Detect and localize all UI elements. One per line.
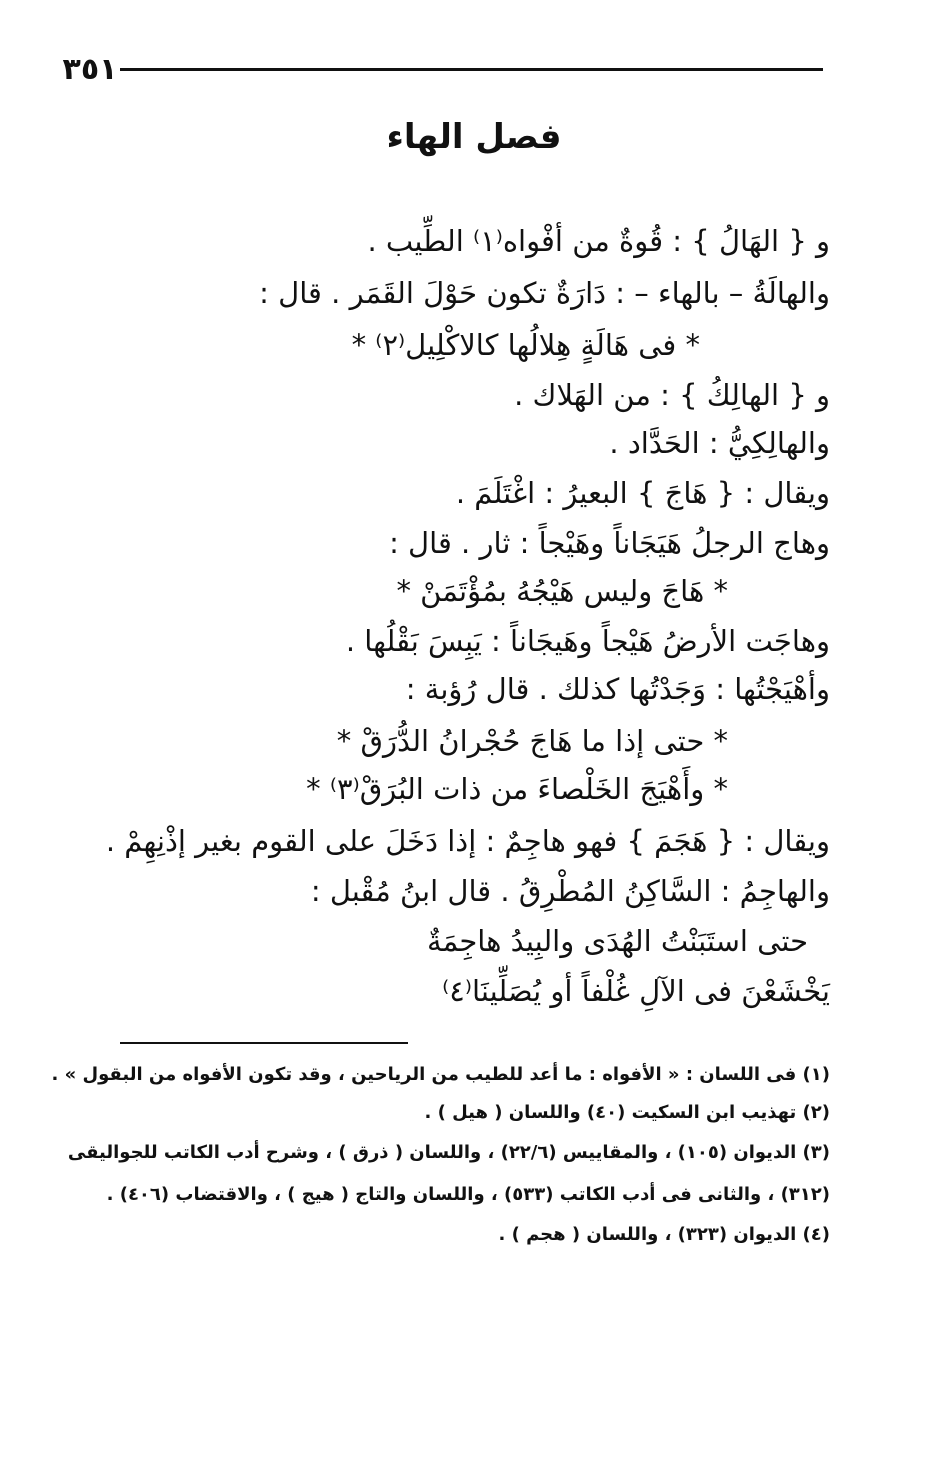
footnote: (٣) الديوان (١٠٥) ، والمقاييس (٢٢/٦) ، واللسان ( ذرق ) ، وشرح أدب الكاتب للجواليقى <box>67 1142 830 1163</box>
entry-line-ahyajtuha: وأهْيَجْتُها : وَجَدْتُها كذلك . قال رُؤبة : <box>405 672 830 706</box>
section-title: فصل الهاء <box>386 117 562 157</box>
footnote: (١) فى اللسان : « الأفواه : ما أعد للطيب من الرياحين ، وقد تكون الأفواه من البقول » . <box>51 1064 830 1085</box>
entry-line-haliki: والهالِكِيُّ : الحَدَّاد . <box>609 426 830 460</box>
footnote: (٤) الديوان (٣٢٣) ، واللسان ( هجم ) . <box>498 1224 830 1245</box>
footnote: (٣١٢) ، والثانى فى أدب الكاتب (٥٣٣) ، واللسان والتاج ( هيج ) ، والاقتضاب (٤٠٦) . <box>106 1184 830 1205</box>
entry-line-hajam: ويقال : { هَجَمَ } فهو هاجِمٌ : إذا دَخَلَ على القوم بغير إذْنِهِمْ . <box>105 824 830 858</box>
entry-line-hal: و { الهَالُ } : قُوةٌ من أفْواه⁽١⁾ الطِّيب . <box>367 224 830 258</box>
verse-line: * حتى إذا ما هَاجَ حُجْرانُ الدُّرَقْ * <box>336 724 728 758</box>
verse-line: يَخْشَعْنَ فى الآلِ غُلْفاً أو يُصَلِّينَا⁽٤⁾ <box>442 974 830 1008</box>
verse-line: * وأَهْيَجَ الخَلْصاءَ من ذات البُرَقْ⁽٣⁾ * <box>306 772 728 806</box>
entry-line-haj: ويقال : { هَاجَ } البعيرُ : اغْتَلَمَ . <box>455 476 830 510</box>
verse-line: * فى هَالَةٍ هِلالُها كالاكْلِيل⁽٢⁾ * <box>351 328 700 362</box>
header-rule <box>120 68 823 71</box>
footnote-rule <box>120 1042 408 1044</box>
footnote: (٢) تهذيب ابن السكيت (٤٠) واللسان ( هيل ) . <box>424 1102 830 1123</box>
entry-line-hajim: والهاجِمُ : السَّاكِنُ المُطْرِقُ . قال ابنُ مُقْبل : <box>310 874 830 908</box>
verse-line: حتى استَبَنْتُ الهُدَى والبِيدُ هاجِمَةٌ <box>427 924 808 958</box>
page-number: ٣٥١ <box>62 52 118 87</box>
entry-line-halah: والهالَةُ – بالهاء – : دَارَةٌ تكون حَوْلَ القَمَر . قال : <box>259 276 830 310</box>
verse-line: * هَاجَ وليس هَيْجُهُ بمُؤْتَمَنْ * <box>396 574 728 608</box>
entry-line-haj-rajul: وهاج الرجلُ هَيَجَاناً وهَيْجاً : ثار . قال : <box>389 526 830 560</box>
entry-line-halik: و { الهالِكُ } : من الهَلاك . <box>514 378 830 412</box>
entry-line-hajat-ard: وهاجَت الأرضُ هَيْجاً وهَيجَاناً : يَبِسَ بَقْلُها . <box>345 624 830 658</box>
